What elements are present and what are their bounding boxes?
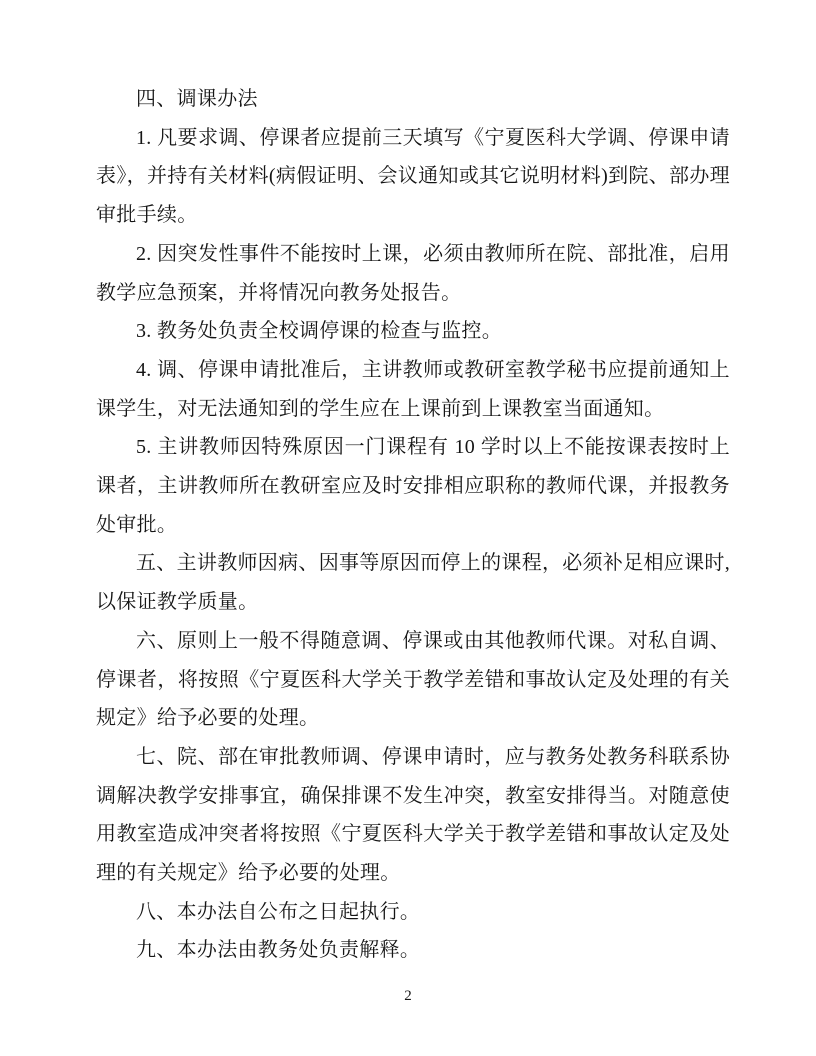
paragraph-item-3: 3. 教务处负责全校调停课的检查与监控。 <box>136 320 502 343</box>
paragraph-section-6: 六、原则上一般不得随意调、停课或由其他教师代课。对私自调、停课者，将按照《宁夏医科大学关于教学差错和事故认定及处理的有关规定》给予必要的处理。 <box>96 629 730 730</box>
paragraph-section-9: 九、本办法由教务处负责解释。 <box>136 939 421 962</box>
section-heading: 四、调课办法 <box>136 88 258 110</box>
paragraph-item-4: 4. 调、停课申请批准后，主讲教师或教研室教学秘书应提前通知上课学生，对无法通知到的学生应在上课前到上课教室当面通知。 <box>96 358 730 420</box>
paragraph-item-5: 5. 主讲教师因特殊原因一门课程有 10 学时以上不能按课表按时上课者，主讲教师所在教研室应及时安排相应职称的教师代课，并报教务处审批。 <box>96 436 730 536</box>
paragraph-item-1: 1. 凡要求调、停课者应提前三天填写《宁夏医科大学调、停课申请表》，并持有关材料(病假证明、会议通知或其它说明材料)到院、部办理审批手续。 <box>96 126 730 227</box>
paragraph-section-8: 八、本办法自公布之日起执行。 <box>136 900 421 923</box>
document-body <box>96 80 730 970</box>
page-number: 2 <box>404 988 412 1004</box>
paragraph-section-5: 五、主讲教师因病、因事等原因而停上的课程，必须补足相应课时,以保证教学质量。 <box>96 552 730 614</box>
paragraph-section-7: 七、院、部在审批教师调、停课申请时，应与教务处教务科联系协调解决教学安排事宜，确保排课不发生冲突，教室安排得当。对随意使用教室造成冲突者将按照《宁夏医科大学关于教学差错和事故认定及处理的有关规定》给予必要的处理。 <box>96 745 730 885</box>
paragraph-item-2: 2. 因突发性事件不能按时上课，必须由教师所在院、部批准，启用教学应急预案，并将情况向教务处报告。 <box>96 242 730 304</box>
